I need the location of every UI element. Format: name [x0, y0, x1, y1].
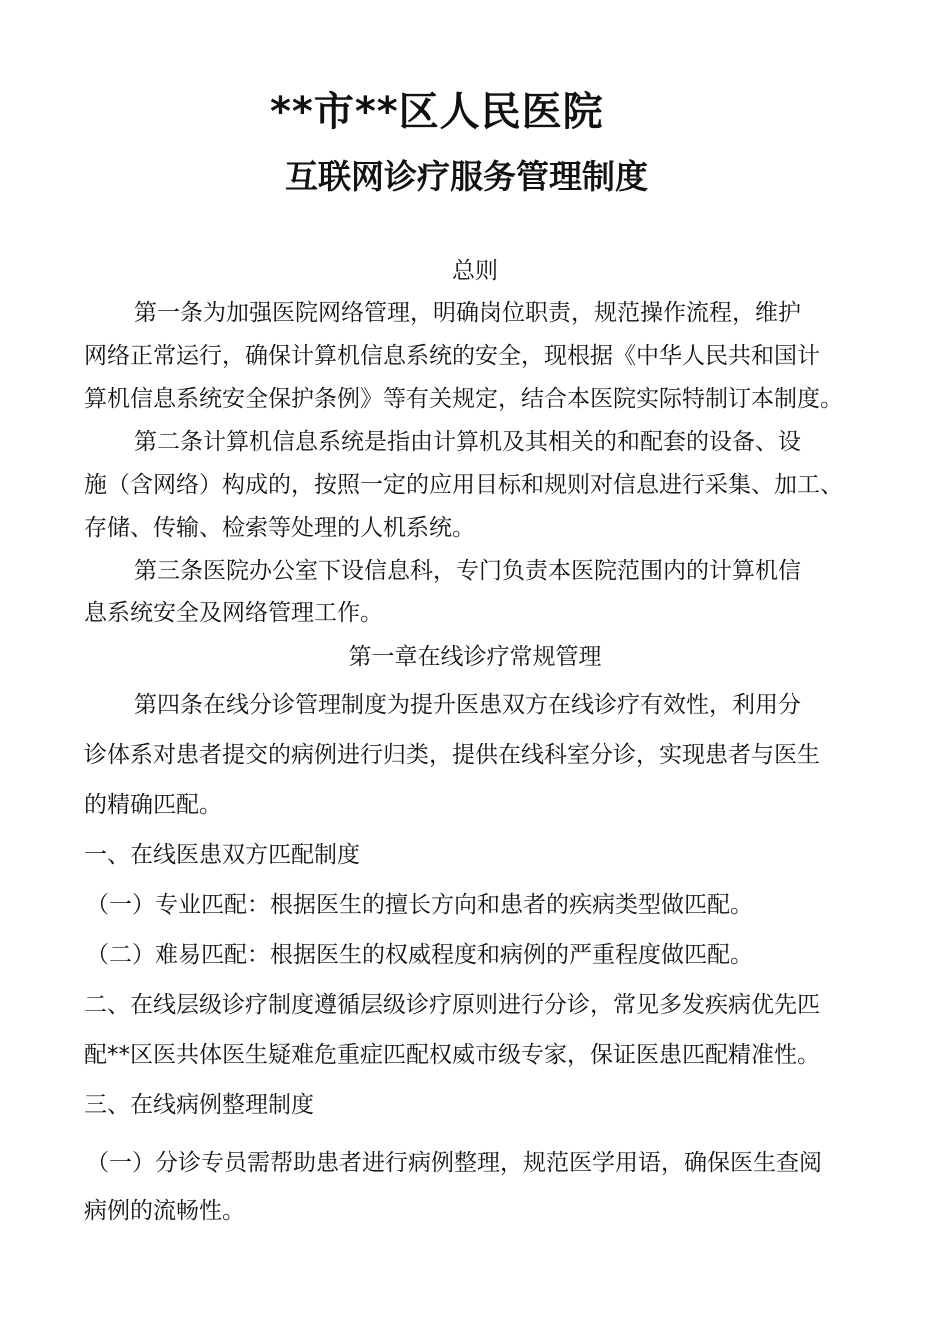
paragraph-line: 第二条计算机信息系统是指由计算机及其相关的和配套的设备、设 — [134, 429, 801, 455]
paragraph-line: 诊体系对患者提交的病例进行归类，提供在线科室分诊，实现患者与医生 — [84, 742, 820, 768]
paragraph-line: 算机信息系统安全保护条例》等有关规定，结合本医院实际特制订本制度。 — [84, 386, 843, 412]
paragraph-line: 第一条为加强医院网络管理，明确岗位职责，规范操作流程，维护 — [134, 300, 801, 326]
list-heading: 二、在线层级诊疗制度遵循层级诊疗原则进行分诊，常见多发疾病优先匹 — [84, 992, 820, 1018]
section-heading-general: 总则 — [452, 258, 498, 284]
document-title: **市**区人民医院 — [270, 89, 604, 135]
paragraph-line: 息系统安全及网络管理工作。 — [84, 600, 383, 626]
list-item: （一）专业匹配：根据医生的擅长方向和患者的疾病类型做匹配。 — [86, 892, 753, 918]
list-heading: 一、在线医患双方匹配制度 — [84, 842, 360, 868]
paragraph-line: 的精确匹配。 — [84, 792, 222, 818]
paragraph-line: 第三条医院办公室下设信息科，专门负责本医院范围内的计算机信 — [134, 558, 801, 584]
paragraph-line: 配**区医共体医生疑难危重症匹配权威市级专家，保证医患匹配精准性。 — [84, 1042, 820, 1068]
paragraph-line: 网络正常运行，确保计算机信息系统的安全，现根据《中华人民共和国计 — [84, 343, 820, 369]
list-item: （二）难易匹配：根据医生的权威程度和病例的严重程度做匹配。 — [86, 942, 753, 968]
list-item: （一）分诊专员需帮助患者进行病例整理，规范医学用语，确保医生查阅 — [86, 1150, 822, 1176]
paragraph-line: 病例的流畅性。 — [84, 1198, 245, 1224]
document-subtitle: 互联网诊疗服务管理制度 — [285, 157, 648, 196]
paragraph-line: 存储、传输、检索等处理的人机系统。 — [84, 515, 475, 541]
paragraph-line: 施（含网络）构成的，按照一定的应用目标和规则对信息进行采集、加工、 — [84, 472, 843, 498]
paragraph-line: 第四条在线分诊管理制度为提升医患双方在线诊疗有效性，利用分 — [134, 692, 801, 718]
chapter-heading: 第一章在线诊疗常规管理 — [348, 644, 602, 670]
list-heading: 三、在线病例整理制度 — [84, 1092, 314, 1118]
